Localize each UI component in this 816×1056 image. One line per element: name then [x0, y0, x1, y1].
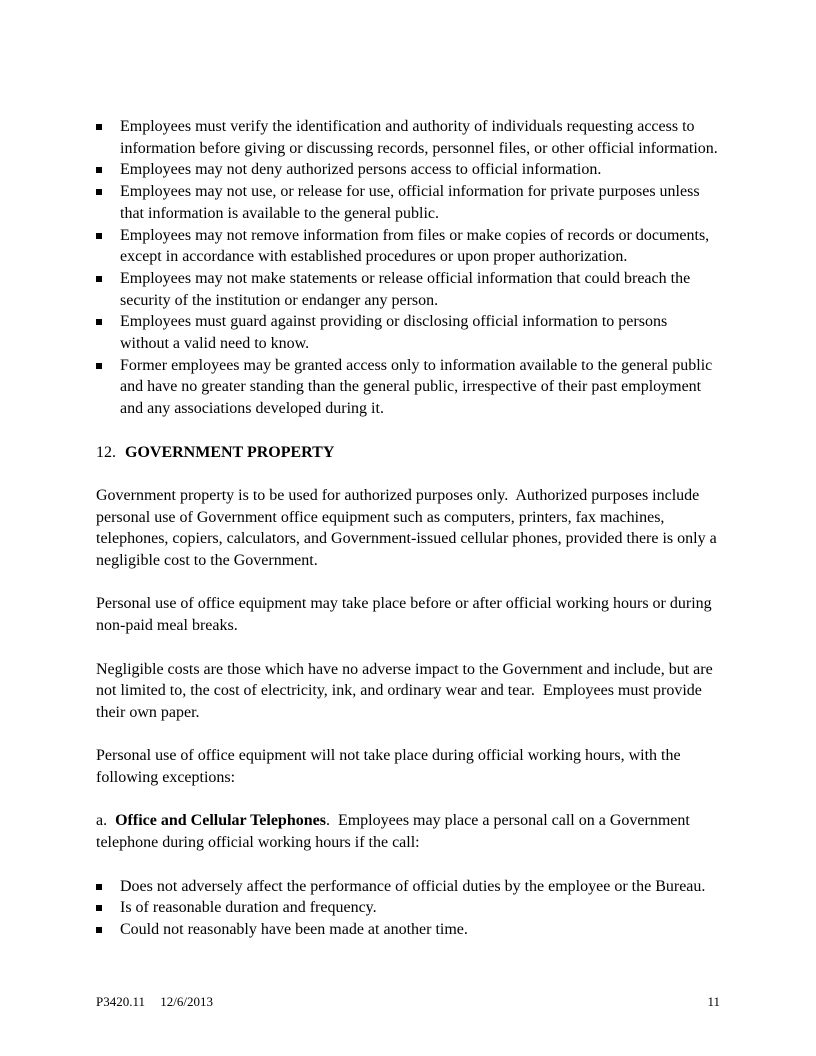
official-information-rules-list — [96, 116, 720, 420]
subsection-telephones — [96, 810, 720, 853]
list-item-text: Employees may not make statements or release official information that could breach the security of the institution or endanger any person. — [120, 269, 691, 309]
list-item — [96, 225, 720, 268]
square-bullet-icon — [96, 897, 120, 919]
list-item — [96, 876, 720, 898]
square-bullet-icon — [96, 116, 120, 159]
list-item-text: Does not adversely affect the performance of official duties by the employee or the Bureau. — [120, 877, 706, 895]
square-bullet-icon — [96, 181, 120, 224]
subsection-text: . Employees may place a personal call on a Government telephone during official working hours if the call: — [96, 812, 694, 852]
section-heading — [96, 442, 720, 464]
section-title: GOVERNMENT PROPERTY — [125, 443, 335, 461]
page-footer — [96, 994, 720, 1010]
square-bullet-icon — [96, 919, 120, 941]
square-bullet-icon — [96, 355, 120, 420]
square-bullet-icon — [96, 876, 120, 898]
list-item-text: Employees may not use, or release for use, official information for private purposes unless that information is available to the general public. — [120, 183, 700, 222]
square-bullet-icon — [96, 311, 120, 354]
list-item — [96, 897, 720, 919]
subsection-title: Office and Cellular Telephones — [115, 812, 326, 830]
square-bullet-icon — [96, 268, 120, 311]
paragraph-personal-use-hours: Personal use of office equipment may take place before or after official working hours or during non-paid meal breaks. — [96, 595, 716, 635]
document-number: P3420.11 — [96, 994, 145, 1009]
list-item-text: Employees may not remove information from files or make copies of records or documents, except in accordance with established procedures or upon proper authorization. — [120, 226, 710, 266]
list-item — [96, 181, 720, 224]
square-bullet-icon — [96, 159, 120, 181]
telephone-exceptions-list — [96, 876, 720, 941]
section-number: 12. — [96, 443, 116, 461]
list-item-text: Employees must guard against providing or disclosing official information to persons without a valid need to know. — [120, 313, 668, 353]
list-item-text: Employees may not deny authorized persons access to official information. — [120, 161, 602, 179]
paragraph-government-property: Government property is to be used for authorized purposes only. Authorized purposes include personal use of Government office equipment such as computers, printers, fax machines, telephones, copiers, calculators, and Government-issued cellular phones, provided there is only a negligible cost to the Government. — [96, 486, 721, 570]
list-item — [96, 116, 720, 159]
list-item — [96, 919, 720, 941]
list-item-text: Former employees may be granted access only to information available to the general public and have no greater standing than the general public, irrespective of their past employment and any associations developed during it. — [120, 356, 713, 418]
list-item — [96, 159, 720, 181]
paragraph-negligible-costs: Negligible costs are those which have no adverse impact to the Government and include, but are not limited to, the cost of electricity, ink, and ordinary wear and tear. Employees must provide their own paper. — [96, 660, 717, 721]
list-item-text: Employees must verify the identification and authority of individuals requesting access to information before giving or discussing records, personnel files, or other official information. — [120, 118, 718, 157]
paragraph-exceptions-intro: Personal use of office equipment will not take place during official working hours, with the following exceptions: — [96, 747, 685, 787]
list-item — [96, 268, 720, 311]
list-item — [96, 355, 720, 420]
subsection-label: a. — [96, 812, 116, 830]
page-number: 11 — [707, 994, 720, 1009]
page-content — [96, 116, 720, 941]
document-date: 12/6/2013 — [160, 994, 213, 1009]
square-bullet-icon — [96, 225, 120, 268]
list-item-text: Is of reasonable duration and frequency. — [120, 899, 377, 917]
list-item-text: Could not reasonably have been made at another time. — [120, 920, 468, 938]
list-item — [96, 311, 720, 354]
footer-document-info — [96, 994, 213, 1010]
